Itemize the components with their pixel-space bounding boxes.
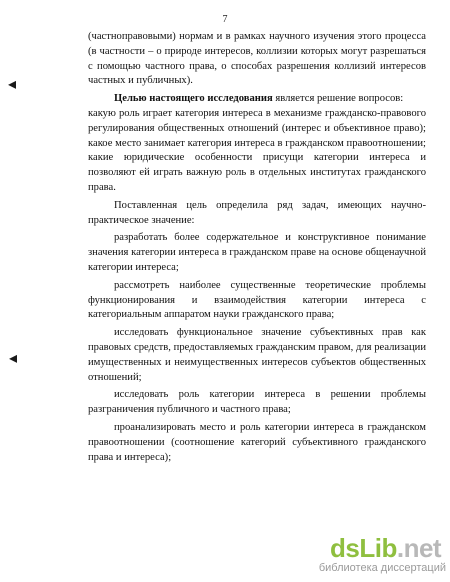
goal-lead-bold: Целью настоящего исследования: [114, 93, 273, 105]
scan-mark-icon: ◂: [9, 348, 18, 367]
page-number: 7: [222, 14, 228, 25]
goal-rest: является решение вопросов:: [272, 93, 404, 105]
task-item: проанализировать место и роль категории интереса в гражданском правоотношении (соотношение категорий субъективного гражданского права и интереса);: [88, 421, 426, 463]
paragraph-continuation: (частноправовыми) нормам и в рамках научного изучения этого процесса (в частности – о природе интересов, коллизии которых могут разрешаться с помощью частного права, о способах разрешения коллизий интересов частных и публичных).: [88, 31, 426, 87]
watermark-logo: [330, 534, 441, 562]
task-item: рассмотреть наиболее существенные теоретические проблемы функционирования и взаимодействия категории интереса с категориальным аппаратом науки гражданского права;: [88, 279, 426, 321]
paragraph-goal: [88, 92, 426, 107]
watermark-logo-green: dsLib: [330, 533, 397, 563]
task-item: разработать более содержательное и конструктивное понимание значения категории интереса в гражданском праве на основе общенаучной категории интереса;: [88, 232, 426, 273]
watermark-logo-grey: .net: [396, 533, 442, 563]
scan-mark-icon: ◂: [8, 74, 17, 93]
task-item: исследовать функциональное значение субъективных прав как правовых средств, предоставляемых гражданским правом, для реализации имущественных и неимущественных интересов субъектов общественных отношений;: [88, 327, 426, 383]
watermark-tagline: библиотека диссертаций: [318, 562, 446, 574]
paragraph-goal-questions: какую роль играет категория интереса в механизме гражданско-правового регулирования общественных отношений (интерес и объективное право); какое место занимает категория интереса в гражданском правоотношении; какие юридические особенности присущи категории интереса и позволяют ей играть важную роль в отдельных институтах гражданского права.: [88, 107, 426, 193]
task-item: исследовать роль категории интереса в решении проблемы разграничения публичного и частного права;: [88, 389, 426, 416]
page-body: [88, 30, 426, 465]
watermark: [296, 534, 446, 578]
paragraph-tasks-intro: Поставленная цель определила ряд задач, имеющих научно-практическое значение:: [88, 199, 426, 226]
